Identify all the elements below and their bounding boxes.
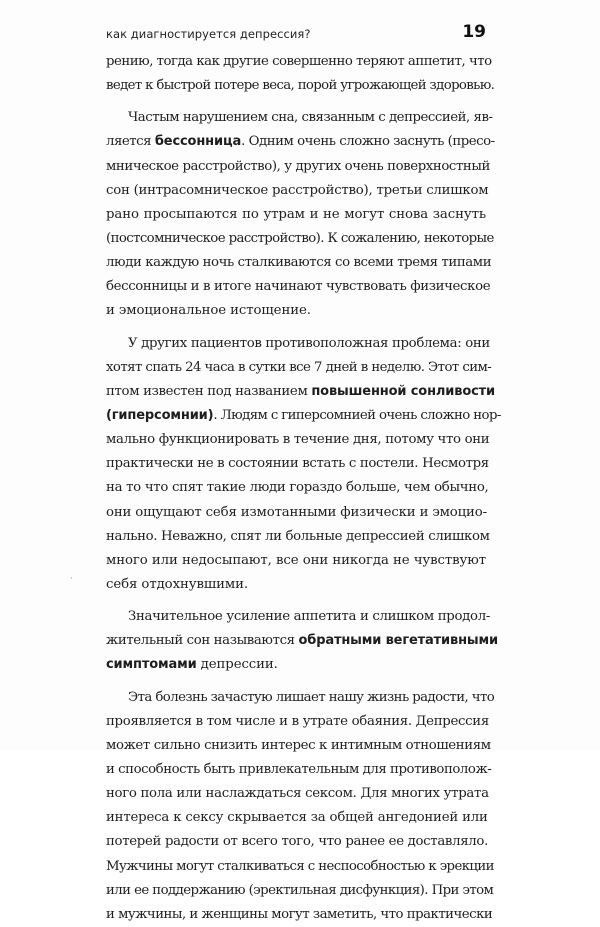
page-header [106, 22, 486, 48]
text-line [106, 525, 490, 549]
text-segment: рению, тогда как другие совершенно теряют аппетит, что [106, 54, 492, 69]
text-segment: и способность быть привлекательным для противополож- [106, 761, 492, 777]
text-segment: рано просыпаются по утрам и не могут снова заснуть [106, 206, 486, 222]
text-line [106, 179, 489, 203]
text-segment: жительный сон называются [106, 633, 299, 649]
text-line [106, 782, 489, 806]
text-segment: ведет к быстрой потере веса, порой угрожающей здоровью. [106, 78, 495, 94]
bold-term: (гиперсомнии) [106, 407, 214, 423]
text-line [106, 476, 489, 500]
text-segment: практически не в состоянии встать с постели. Несмотря [106, 456, 489, 472]
text-line [106, 549, 486, 573]
running-title: как диагностируется депрессия? [106, 27, 311, 41]
text-segment: потерей радости от всего того, что ранее ее доставляло. [106, 834, 488, 850]
text-segment: мально функционировать в течение дня, потому что они [106, 432, 490, 448]
bold-term: обратными вегетативными [298, 633, 498, 649]
bold-term: повышенной сонливости [311, 383, 495, 399]
text-segment: . Людям с гиперсомнией очень сложно нор- [213, 407, 501, 423]
paragraph-gap [106, 98, 486, 106]
text-line [106, 758, 492, 782]
text-line [106, 629, 498, 653]
text-line [106, 404, 501, 428]
bold-term: симптомами [106, 657, 197, 673]
text-line [106, 332, 490, 356]
text-segment: на то что спят такие люди гораздо больше, чем обычно, [106, 480, 489, 496]
text-segment: много или недосыпают, все они никогда не чувствуют [106, 552, 486, 568]
text-segment: мническое расстройство), у других очень поверхностный [106, 158, 490, 174]
text-segment: нально. Неважно, спят ли больные депрессией слишком [106, 528, 490, 544]
text-line [106, 710, 489, 734]
text-line [106, 686, 495, 710]
text-segment: Эта болезнь зачастую лишает нашу жизнь радости, что [128, 689, 495, 705]
paragraph-gap [106, 597, 486, 605]
text-line [106, 130, 495, 154]
text-line [106, 356, 492, 380]
text-segment: ного пола или наслаждаться сексом. Для многих утрата [106, 786, 489, 802]
text-segment: интереса к сексу скрывается за общей ангедонией или [106, 810, 488, 826]
text-line [106, 50, 492, 74]
page-number: 19 [462, 22, 486, 42]
text-segment: ляется [106, 134, 155, 150]
text-line [106, 903, 493, 927]
text-line [106, 74, 495, 98]
text-segment: . Одним очень сложно заснуть (пресо- [241, 134, 495, 150]
text-line [106, 806, 486, 830]
text-line [106, 380, 495, 404]
bold-term: бессонница [154, 134, 242, 150]
text-segment: хотят спать 24 часа в сутки все 7 дней в неделю. Этот сим- [106, 359, 492, 375]
text-line [106, 275, 491, 299]
text-segment: они ощущают себя измотанными физически и эмоцио- [106, 504, 487, 520]
text-line [106, 251, 492, 275]
text-line [106, 155, 490, 179]
text-line [106, 203, 486, 227]
text-segment: или ее поддержанию (эректильная дисфункция). При этом [106, 882, 494, 898]
text-segment: птом известен под названием [106, 383, 312, 399]
text-line [106, 299, 486, 323]
text-line [106, 879, 494, 903]
paragraph-gap [106, 324, 486, 332]
print-mark-icon: · [70, 574, 73, 583]
text-line [106, 428, 490, 452]
text-segment: депрессии. [196, 657, 278, 673]
body-text [106, 50, 501, 927]
text-segment: Частым нарушением сна, связанным с депрессией, яв- [128, 110, 493, 126]
text-line [106, 653, 486, 677]
text-line [106, 830, 486, 854]
text-segment: сон (интрасомническое расстройство), третьи слишком [106, 182, 489, 198]
text-segment: (постсомническое расстройство). К сожалению, некоторые [106, 230, 494, 246]
paragraph-gap [106, 678, 486, 686]
text-segment: Мужчины могут сталкиваться с неспособностью к эрекции [106, 858, 494, 874]
text-line [106, 106, 493, 130]
text-segment: и мужчины, и женщины могут заметить, что практически [106, 906, 493, 922]
text-line [106, 605, 490, 629]
text-segment: себя отдохнувшими. [106, 576, 249, 592]
text-line [106, 501, 486, 525]
text-segment: У других пациентов противоположная проблема: они [128, 335, 490, 351]
text-segment: может сильно снизить интерес к интимным отношениям [106, 737, 491, 753]
text-line [106, 855, 494, 879]
text-segment: и эмоциональное истощение. [106, 303, 311, 319]
text-segment: проявляется в том числе и в утрате обаяния. Депрессия [106, 713, 489, 729]
text-line [106, 452, 489, 476]
text-line [106, 227, 494, 251]
text-segment: люди каждую ночь сталкиваются со всеми тремя типами [106, 255, 492, 271]
text-segment: Значительное усиление аппетита и слишком продол- [128, 609, 490, 625]
text-line [106, 573, 486, 597]
text-segment: бессонницы и в итоге начинают чувствовать физическое [106, 279, 491, 295]
text-line [106, 734, 491, 758]
